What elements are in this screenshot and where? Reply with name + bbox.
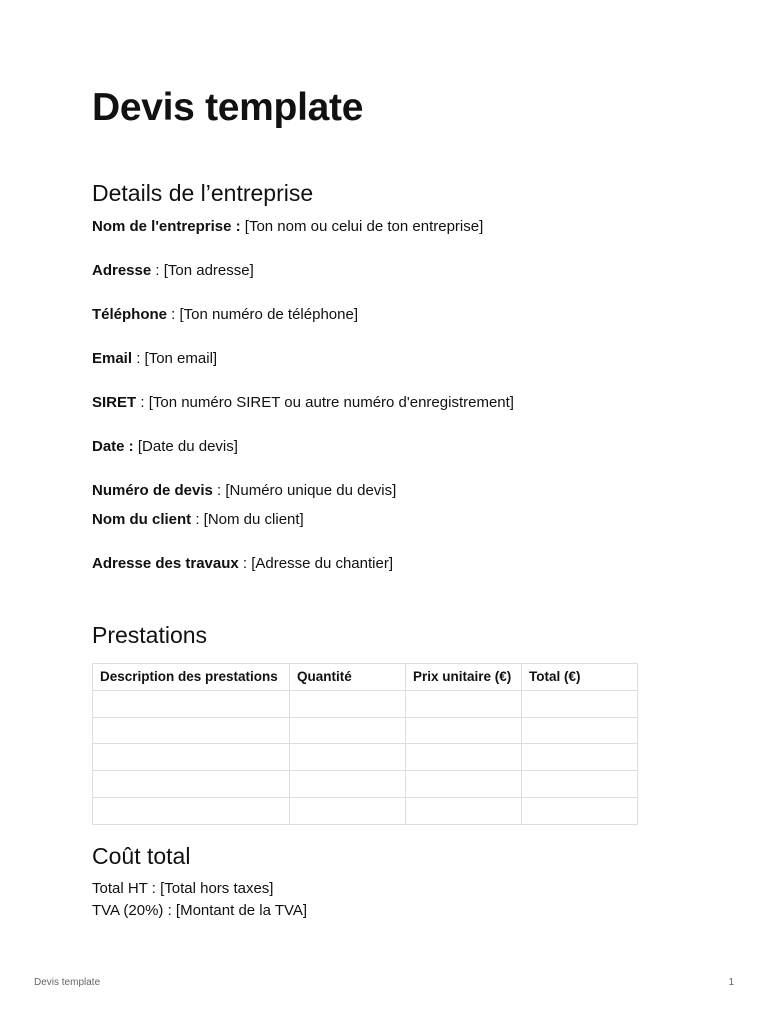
table-cell[interactable] (290, 717, 406, 744)
tva-line: TVA (20%) : [Montant de la TVA] (92, 902, 308, 919)
table-cell[interactable] (290, 797, 406, 824)
table-cell[interactable] (406, 771, 522, 798)
table-cell[interactable] (522, 771, 638, 798)
company-details-heading: Details de l’entreprise (92, 180, 314, 206)
field-value: [Date du devis] (133, 438, 238, 455)
page-title: Devis template (92, 86, 364, 129)
field-label: Email (92, 350, 133, 367)
field-label: Nom de l'entreprise : (92, 218, 241, 235)
prestations-heading: Prestations (92, 622, 208, 648)
table-cell[interactable] (93, 717, 290, 744)
table-row (93, 717, 638, 744)
field-work-address (92, 554, 393, 574)
table-cell[interactable] (93, 771, 290, 798)
field-quote-number (92, 481, 396, 501)
field-client-name (92, 510, 304, 530)
field-label: SIRET (92, 394, 137, 411)
column-header-quantity: Quantité (290, 664, 406, 691)
table-cell[interactable] (406, 690, 522, 717)
field-address (92, 261, 254, 281)
page-number: 1 (728, 977, 734, 988)
table-row (93, 771, 638, 798)
field-email (92, 349, 217, 369)
column-header-total: Total (€) (522, 664, 638, 691)
field-label: Adresse des travaux (92, 555, 239, 572)
prestations-table (92, 663, 638, 825)
column-header-description: Description des prestations (93, 664, 290, 691)
field-value: : [Ton adresse] (151, 262, 254, 279)
field-value: : [Ton numéro SIRET ou autre numéro d'enregistrement] (136, 394, 514, 411)
field-label: Adresse (92, 262, 152, 279)
field-siret (92, 393, 514, 413)
field-value: [Ton nom ou celui de ton entreprise] (240, 218, 484, 235)
table-cell[interactable] (93, 690, 290, 717)
total-cost-heading: Coût total (92, 843, 191, 869)
field-company-name (92, 217, 483, 237)
table-cell[interactable] (522, 797, 638, 824)
table-row (93, 744, 638, 771)
field-value: : [Numéro unique du devis] (212, 482, 397, 499)
field-label: Nom du client (92, 511, 192, 528)
field-phone (92, 305, 358, 325)
table-cell[interactable] (522, 744, 638, 771)
table-row (93, 797, 638, 824)
field-label: Téléphone (92, 306, 168, 323)
field-value: : [Ton email] (132, 350, 218, 367)
table-cell[interactable] (290, 744, 406, 771)
field-value: : [Ton numéro de téléphone] (167, 306, 358, 323)
table-cell[interactable] (522, 690, 638, 717)
field-label: Date : (92, 438, 134, 455)
table-row (93, 690, 638, 717)
field-label: Numéro de devis (92, 482, 213, 499)
table-cell[interactable] (522, 717, 638, 744)
field-value: : [Adresse du chantier] (238, 555, 393, 572)
table-cell[interactable] (406, 717, 522, 744)
table-cell[interactable] (93, 797, 290, 824)
total-ht-line: Total HT : [Total hors taxes] (92, 880, 274, 897)
table-cell[interactable] (406, 744, 522, 771)
table-cell[interactable] (290, 771, 406, 798)
table-header-row (93, 664, 638, 691)
table-cell[interactable] (93, 744, 290, 771)
field-value: : [Nom du client] (191, 511, 304, 528)
table-cell[interactable] (290, 690, 406, 717)
table-cell[interactable] (406, 797, 522, 824)
column-header-unit-price: Prix unitaire (€) (406, 664, 522, 691)
footer-document-title: Devis template (34, 977, 101, 988)
field-date (92, 437, 238, 457)
